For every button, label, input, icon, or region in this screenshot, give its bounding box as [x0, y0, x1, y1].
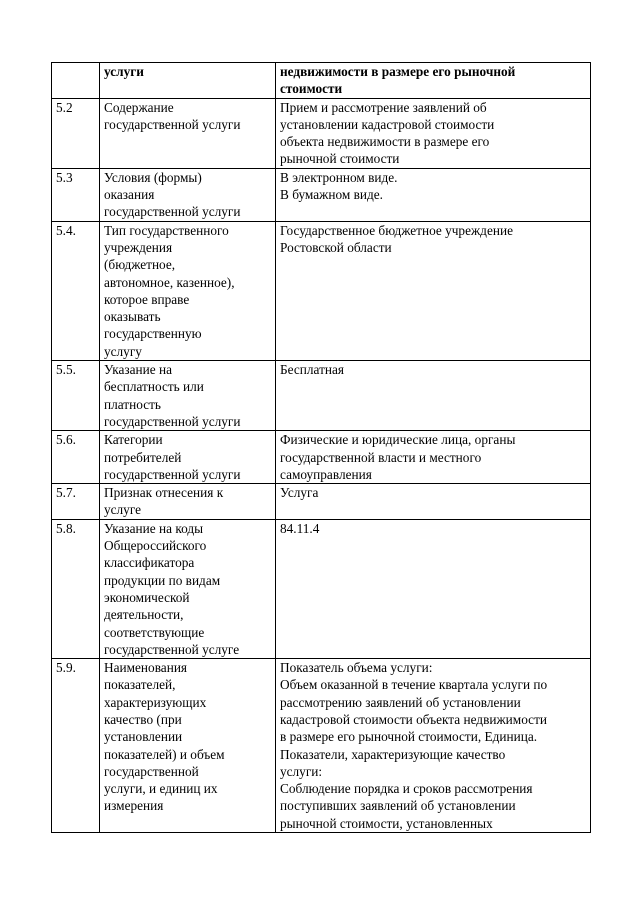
- row-number-cell: 5.8.: [52, 519, 100, 658]
- row-name-line: услуги, и единиц их: [104, 781, 218, 797]
- row-value-line: Ростовской области: [280, 239, 392, 255]
- table-row: [52, 431, 591, 484]
- row-name-line: Указание на коды: [104, 520, 204, 536]
- row-number-cell: 5.6.: [52, 431, 100, 484]
- row-name-line: платность: [104, 396, 161, 412]
- row-name-line: услуге: [104, 502, 142, 518]
- row-value-line: Государственное бюджетное учреждение: [280, 222, 513, 238]
- row-name-cell: [100, 221, 276, 360]
- table-row: [52, 98, 591, 168]
- row-name-line: услугу: [104, 343, 142, 359]
- row-value-line: кадастровой стоимости объекта недвижимости: [280, 711, 547, 727]
- row-value-line: Физические и юридические лица, органы: [280, 432, 516, 448]
- row-name-line: продукции по видам: [104, 572, 221, 588]
- row-value-cell: [276, 484, 591, 520]
- row-name-line: установлении: [104, 729, 183, 745]
- service-table: [51, 62, 591, 833]
- row-value-cell: [276, 98, 591, 168]
- row-value-line: В бумажном виде.: [280, 187, 383, 203]
- row-name-line: Условия (формы): [104, 169, 202, 185]
- row-name-line: Тип государственного: [104, 222, 229, 238]
- row-value-cell: [276, 168, 591, 221]
- row-name-cell: [100, 519, 276, 658]
- table-header-row: [52, 63, 591, 99]
- row-name-line: государственную: [104, 326, 202, 342]
- table-row: [52, 659, 591, 833]
- row-name-line: Наименования: [104, 660, 188, 676]
- row-name-line: Категории: [104, 432, 163, 448]
- row-name-line: (бюджетное,: [104, 257, 176, 273]
- table-row: [52, 168, 591, 221]
- row-number-cell: 5.4.: [52, 221, 100, 360]
- row-value-line: услуги:: [280, 763, 323, 779]
- header-value-cell: [276, 63, 591, 99]
- row-name-line: государственной: [104, 763, 199, 779]
- row-value-cell: [276, 431, 591, 484]
- row-value-line: 84.11.4: [280, 520, 320, 536]
- row-name-line: оказывать: [104, 309, 161, 325]
- row-name-cell: [100, 168, 276, 221]
- row-name-cell: [100, 98, 276, 168]
- row-value-line: Соблюдение порядка и сроков рассмотрения: [280, 781, 533, 797]
- row-value-line: государственной власти и местного: [280, 449, 482, 465]
- row-value-line: самоуправления: [280, 466, 372, 482]
- row-value-line: установлении кадастровой стоимости: [280, 116, 495, 132]
- row-name-line: деятельности,: [104, 607, 184, 623]
- row-value-line: рассмотрению заявлений об установлении: [280, 694, 521, 710]
- row-name-line: показателей) и объем: [104, 746, 225, 762]
- row-value-line: объекта недвижимости в размере его: [280, 134, 490, 150]
- row-value-line: Прием и рассмотрение заявлений об: [280, 99, 487, 115]
- row-value-line: Бесплатная: [280, 362, 345, 378]
- row-name-line: соответствующие: [104, 624, 205, 640]
- row-name-line: качество (при: [104, 711, 182, 727]
- row-value-line: рыночной стоимости: [280, 151, 400, 167]
- header-number-cell: [52, 63, 100, 99]
- service-table-body: [52, 63, 591, 833]
- row-value-cell: [276, 361, 591, 431]
- row-number-cell: 5.2: [52, 98, 100, 168]
- table-row: [52, 519, 591, 658]
- row-name-line: характеризующих: [104, 694, 207, 710]
- row-value-cell: [276, 519, 591, 658]
- header-value-line: стоимости: [280, 81, 343, 97]
- row-name-line: оказания: [104, 187, 155, 203]
- row-name-cell: [100, 484, 276, 520]
- row-name-cell: [100, 659, 276, 833]
- row-value-line: Услуга: [280, 485, 319, 501]
- table-row: [52, 221, 591, 360]
- row-name-line: которое вправе: [104, 291, 190, 307]
- row-name-line: бесплатность или: [104, 379, 204, 395]
- row-name-line: государственной услуги: [104, 204, 241, 220]
- row-value-line: В электронном виде.: [280, 169, 398, 185]
- row-value-cell: [276, 659, 591, 833]
- row-value-line: поступивших заявлений об установлении: [280, 798, 516, 814]
- row-name-line: измерения: [104, 798, 164, 814]
- row-name-line: государственной услуги: [104, 413, 241, 429]
- row-name-line: автономное, казенное),: [104, 274, 235, 290]
- row-number-cell: 5.9.: [52, 659, 100, 833]
- row-name-line: классификатора: [104, 555, 195, 571]
- header-name-cell: [100, 63, 276, 99]
- row-name-cell: [100, 361, 276, 431]
- row-value-line: в размере его рыночной стоимости, Единица.: [280, 729, 538, 745]
- row-name-line: показателей,: [104, 677, 176, 693]
- row-name-line: Указание на: [104, 362, 173, 378]
- row-name-line: Общероссийского: [104, 538, 207, 554]
- row-name-cell: [100, 431, 276, 484]
- row-name-line: государственной услуге: [104, 641, 240, 657]
- row-name-line: государственной услуги: [104, 116, 241, 132]
- row-name-line: экономической: [104, 589, 190, 605]
- table-row: [52, 484, 591, 520]
- row-value-line: рыночной стоимости, установленных: [280, 815, 493, 831]
- row-number-cell: 5.7.: [52, 484, 100, 520]
- row-value-line: Объем оказанной в течение квартала услуги по: [280, 677, 548, 693]
- row-value-line: Показатель объема услуги:: [280, 660, 433, 676]
- row-number-cell: 5.5.: [52, 361, 100, 431]
- row-name-line: Признак отнесения к: [104, 485, 224, 501]
- header-name-text: услуги: [104, 64, 144, 79]
- row-value-line: Показатели, характеризующие качество: [280, 746, 506, 762]
- row-name-line: учреждения: [104, 239, 173, 255]
- table-row: [52, 361, 591, 431]
- row-name-line: Содержание: [104, 99, 174, 115]
- row-name-line: государственной услуги: [104, 466, 241, 482]
- header-value-line: недвижимости в размере его рыночной: [280, 64, 516, 79]
- row-name-line: потребителей: [104, 449, 182, 465]
- row-value-cell: [276, 221, 591, 360]
- row-number-cell: 5.3: [52, 168, 100, 221]
